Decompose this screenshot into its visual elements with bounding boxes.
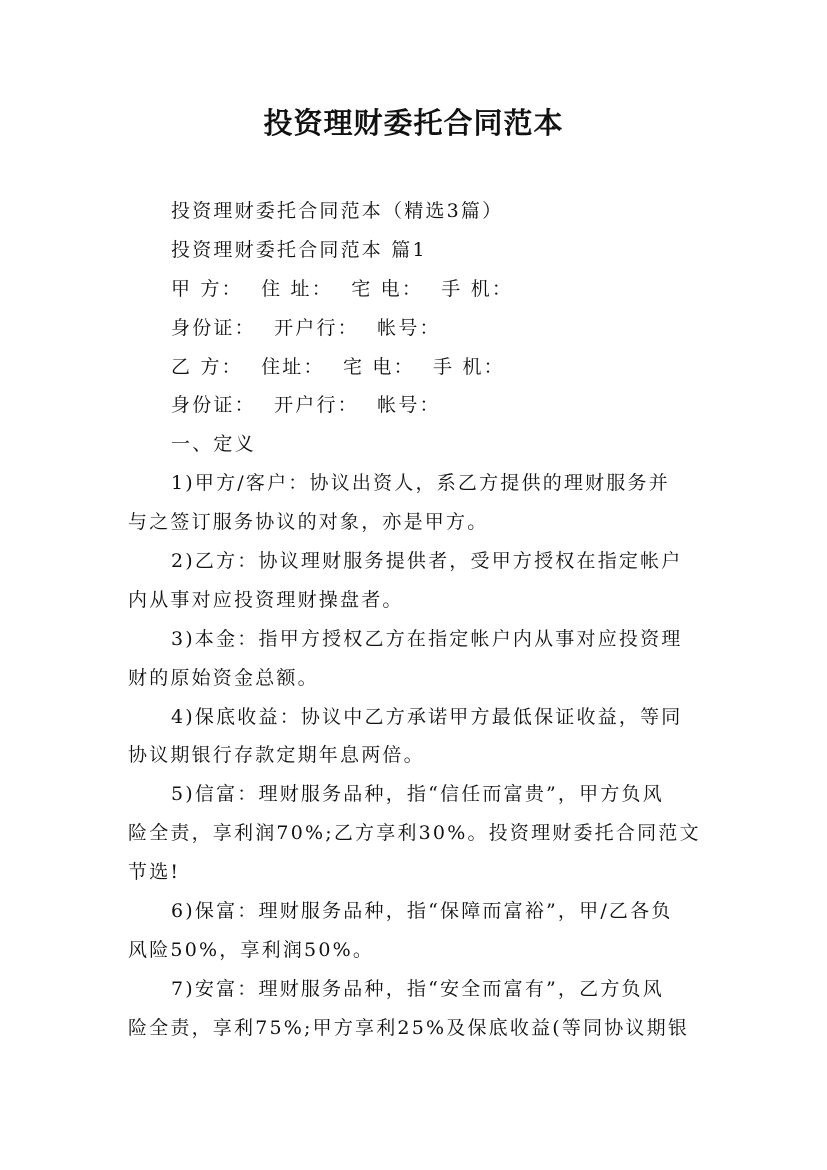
party-a-account-label: 帐号：	[377, 316, 441, 339]
party-b-address-label: 住址：	[261, 355, 325, 378]
party-a-id-card-label: 身份证：	[171, 316, 256, 339]
document-title: 投资理财委托合同范本	[263, 106, 564, 140]
party-b-label: 乙 方：	[171, 355, 243, 378]
party-a-address-label: 住 址：	[261, 277, 333, 300]
paragraph-line: 2)乙方：协议理财服务提供者，受甲方授权在指定帐户	[171, 550, 683, 573]
paragraph-line: 风险50%，享利润50%。	[128, 938, 375, 961]
document-body	[128, 192, 708, 1048]
party-a-label: 甲 方：	[171, 277, 243, 300]
party-a-line	[128, 270, 708, 309]
party-b-phone-label: 宅 电：	[342, 355, 415, 378]
party-a-phone-label: 宅 电：	[351, 277, 424, 300]
party-a-id-line	[128, 309, 708, 348]
party-b-id-line	[128, 386, 708, 425]
paragraph-line: 节选!	[128, 861, 181, 884]
paragraph-line: 财的原始资金总额。	[128, 666, 319, 689]
party-b-line	[128, 348, 708, 387]
part-heading: 投资理财委托合同范本 篇1	[171, 238, 427, 261]
party-b-bank-label: 开户行：	[274, 394, 359, 417]
paragraph-line: 7)安富：理财服务品种，指“安全而富有”，乙方负风	[171, 977, 664, 1000]
paragraph-line: 险全责，享利润70%;乙方享利30%。投资理财委托合同范文	[128, 822, 701, 845]
paragraph-line: 3)本金：指甲方授权乙方在指定帐户内从事对应投资理	[171, 627, 683, 650]
paragraph-line: 内从事对应投资理财操盘者。	[128, 588, 404, 611]
paragraph-line: 协议期银行存款定期年息两倍。	[128, 744, 425, 767]
paragraph-line: 4)保底收益：协议中乙方承诺甲方最低保证收益，等同	[171, 705, 683, 728]
subtitle: 投资理财委托合同范本（精选3篇）	[171, 200, 504, 222]
paragraph-line: 险全责，享利75%;甲方享利25%及保底收益(等同协议期银	[128, 1016, 690, 1039]
paragraph-line: 与之签订服务协议的对象，亦是甲方。	[128, 511, 489, 534]
section-heading: 一、定义	[171, 433, 256, 456]
party-b-id-card-label: 身份证：	[171, 394, 256, 417]
party-a-mobile-label: 手 机：	[441, 277, 514, 300]
party-b-mobile-label: 手 机：	[433, 355, 505, 378]
paragraph-line: 5)信富：理财服务品种，指“信任而富贵”，甲方负风	[171, 783, 664, 806]
party-a-bank-label: 开户行：	[274, 316, 359, 339]
paragraph-line: 6)保富：理财服务品种，指“保障而富裕”，甲/乙各负	[171, 900, 673, 923]
party-b-account-label: 帐号：	[377, 394, 441, 417]
paragraph-line: 1)甲方/客户：协议出资人，系乙方提供的理财服务并	[171, 472, 670, 495]
